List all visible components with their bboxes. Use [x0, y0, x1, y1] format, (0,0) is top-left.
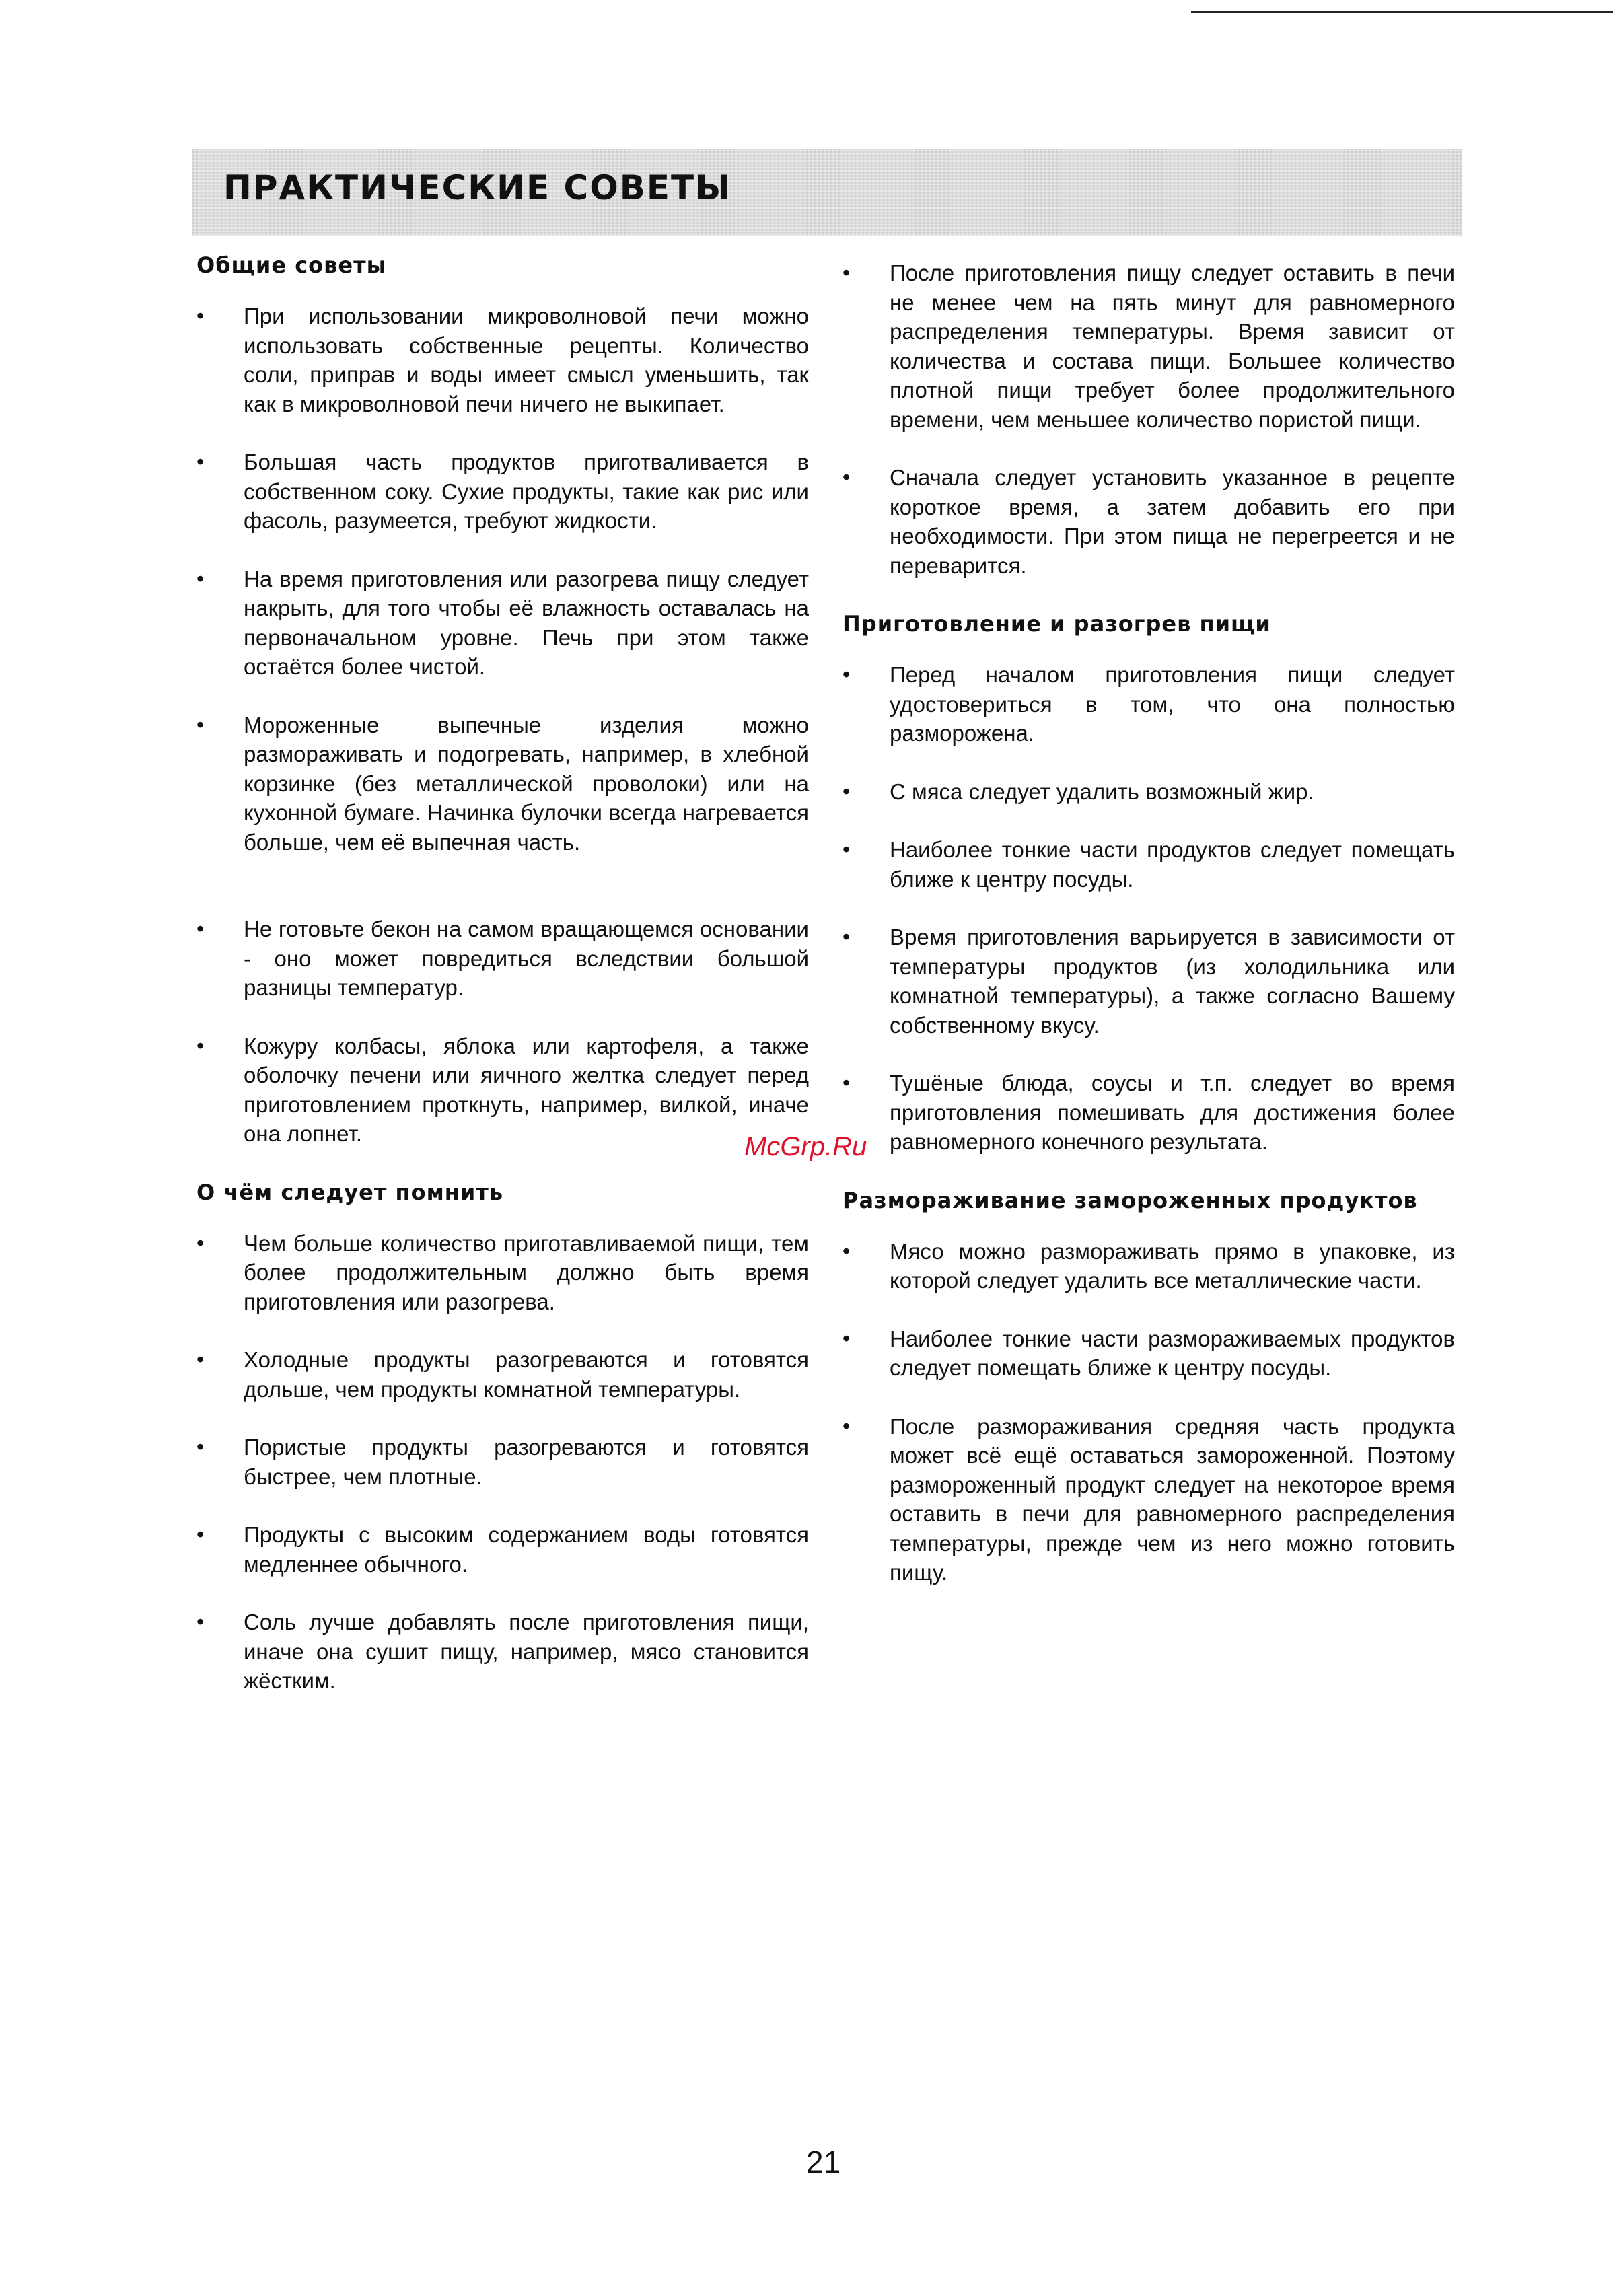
list-item: • Чем больше количество приготавливаемой пищи, тем более продолжительным должно быть время приготовления или разогрева.: [196, 1229, 809, 1317]
section-heading: Приготовление и разогрев пищи: [843, 611, 1271, 637]
bullet-icon: •: [196, 1033, 205, 1058]
bullet-icon: •: [843, 1071, 851, 1095]
bullet-icon: •: [843, 779, 851, 803]
bullet-icon: •: [843, 925, 851, 949]
list-item: • Продукты с высоким содержанием воды готовятся медленнее обычного.: [196, 1520, 809, 1579]
list-item: • Сначала следует установить указанное в рецепте короткое время, а затем добавить его при необходимости. При этом пища не перегреется и не переварится.: [843, 463, 1455, 580]
top-rule: [1191, 11, 1613, 13]
list-item: • Мороженные выпечные изделия можно размораживать и подогревать, например, в хлебной корзинке (без металлической проволоки) или на кухонной бумаге. Начинка булочки всегда нагревается больше, чем её выпечная часть.: [196, 711, 809, 857]
bullet-icon: •: [843, 837, 851, 861]
list-item: • С мяса следует удалить возможный жир.: [843, 777, 1455, 807]
bullet-icon: •: [843, 260, 851, 285]
section-cooking-reheating: [843, 609, 1455, 1157]
list-item: • Не готовьте бекон на самом вращающемся основании - оно может повредиться вследствии большой разницы температур.: [196, 914, 809, 1003]
list-item: • После размораживания средняя часть продукта может всё ещё оставаться замороженной. Поэтому размороженный продукт следует на некоторое время оставить в печи для равномерного распределения температуры, прежде чем из него можно готовить пищу.: [843, 1412, 1455, 1587]
bullet-icon: •: [843, 1238, 851, 1263]
bullet-icon: •: [843, 1326, 851, 1351]
left-column: [196, 250, 809, 1725]
bullet-icon: •: [196, 1347, 205, 1371]
bullet-icon: •: [196, 1610, 205, 1634]
section-heading: Общие советы: [196, 252, 387, 278]
section-remember: [196, 1178, 809, 1696]
bullet-icon: •: [843, 465, 851, 489]
list-item: • Большая часть продуктов приготваливается в собственном соку. Сухие продукты, такие как рис или фасоль, разумеется, требуют жидкости.: [196, 447, 809, 536]
bullet-icon: •: [196, 1230, 205, 1255]
list-item: • На время приготовления или разогрева пищу следует накрыть, для того чтобы её влажность оставалась на первоначальном уровне. Печь при этом также остаётся более чистой.: [196, 565, 809, 682]
bullet-icon: •: [196, 1522, 205, 1546]
section-intro: [843, 258, 1455, 580]
bullet-icon: •: [196, 917, 205, 941]
bullet-icon: •: [196, 712, 205, 737]
list-item: • При использовании микроволновой печи можно использовать собственные рецепты. Количество соли, приправ и воды имеет смысл уменьшить, так как в микроволновой печи ничего не выкипает.: [196, 301, 809, 419]
list-item: • Наиболее тонкие части продуктов следует помещать ближе к центру посуды.: [843, 835, 1455, 894]
list-item: • Наиболее тонкие части размораживаемых продуктов следует помещать ближе к центру посуды.: [843, 1324, 1455, 1383]
page-number: 21: [806, 2145, 841, 2180]
section-general-tips: [196, 250, 809, 1149]
list-item: • Кожуру колбасы, яблока или картофеля, а также оболочку печени или яичного желтка следует перед приготовлением проткнуть, например, вилкой, иначе она лопнет.: [196, 1032, 809, 1149]
title-banner: [192, 149, 1462, 236]
bullet-icon: •: [196, 303, 205, 328]
list-item: • Соль лучше добавлять после приготовления пищи, иначе она сушит пищу, например, мясо становится жёстким.: [196, 1608, 809, 1696]
list-item: • Холодные продукты разогреваются и готовятся дольше, чем продукты комнатной температуры.: [196, 1345, 809, 1404]
section-heading: Размораживание замороженных продуктов: [843, 1187, 1418, 1213]
list-item: • Время приготовления варьируется в зависимости от температуры продуктов (из холодильника или комнатной температуры), а также согласно Вашему собственному вкусу.: [843, 923, 1455, 1040]
bullet-icon: •: [843, 1413, 851, 1438]
list-item: • Мясо можно размораживать прямо в упаковке, из которой следует удалить все металлические части.: [843, 1237, 1455, 1295]
bullet-icon: •: [196, 1435, 205, 1459]
bullet-icon: •: [843, 662, 851, 686]
right-column: [843, 258, 1455, 1616]
list-item: • Перед началом приготовления пищи следует удостовериться в том, что она полностью разморожена.: [843, 660, 1455, 748]
bullet-icon: •: [196, 566, 205, 591]
bullet-icon: •: [196, 450, 205, 474]
list-item: • Пористые продукты разогреваются и готовятся быстрее, чем плотные.: [196, 1433, 809, 1491]
watermark-link[interactable]: McGrp.Ru: [744, 1132, 867, 1161]
list-item: • После приготовления пищу следует оставить в печи не менее чем на пять минут для равномерного распределения температуры. Время зависит от количества и состава пищи. Большее количество плотной пищи требует более продолжительного времени, чем меньшее количество пористой пищи.: [843, 258, 1455, 434]
section-heading: О чём следует помнить: [196, 1179, 504, 1205]
list-item: • Тушёные блюда, соусы и т.п. следует во время приготовления помешивать для достижения более равномерного конечного результата.: [843, 1069, 1455, 1157]
section-defrosting: [843, 1186, 1455, 1587]
page-title: ПРАКТИЧЕСКИЕ СОВЕТЫ: [223, 168, 731, 207]
